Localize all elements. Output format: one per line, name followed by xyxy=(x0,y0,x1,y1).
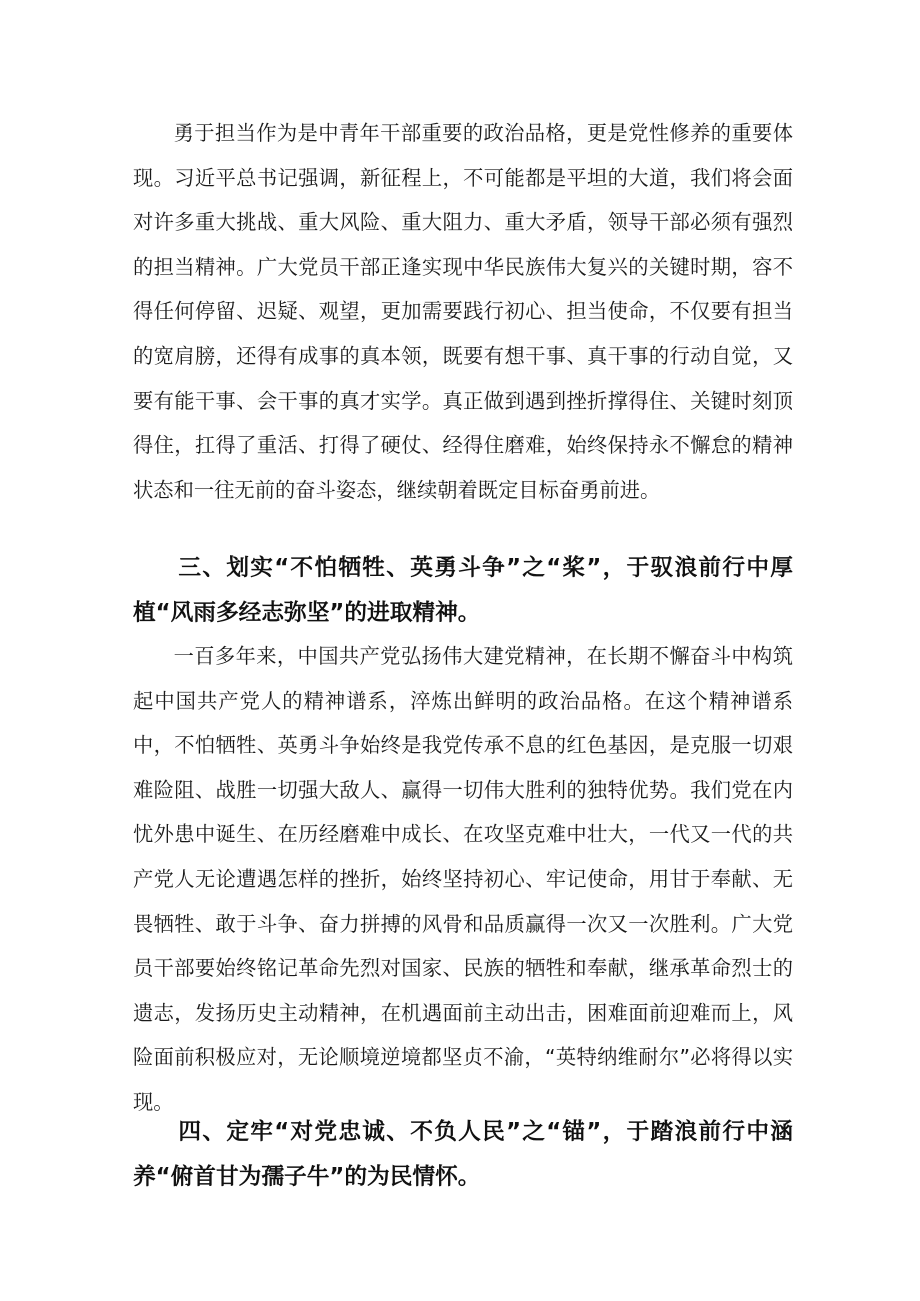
section-heading-3: 三、划实“不怕牺牲、英勇斗争”之“桨”，于驭浪前行中厚植“风雨多经志弥坚”的进取精神。 xyxy=(133,555,793,626)
body-paragraph: 一百多年来，中国共产党弘扬伟大建党精神，在长期不懈奋斗中构筑起中国共产党人的精神谱系，淬炼出鲜明的政治品格。在这个精神谱系中，不怕牺牲、英勇斗争始终是我党传承不息的红色基因，是克服一切艰难险阻、战胜一切强大敌人、赢得一切伟大胜利的独特优势。我们党在内忧外患中诞生、在历经磨难中成长、在攻坚克难中壮大，一代又一代的共产党人无论遭遇怎样的挫折，始终坚持初心、牢记使命，用甘于奉献、无畏牺牲、敢于斗争、奋力拼搏的风骨和品质赢得一次又一次胜利。广大党员干部要始终铭记革命先烈对国家、民族的牺牲和奉献，继承革命烈士的遗志，发扬历史主动精神，在机遇面前主动出击，困难面前迎难而上，风险面前积极应对，无论顺境逆境都坚贞不渝，“英特纳维耐尔”必将得以实现。 xyxy=(133,644,793,1114)
body-paragraph: 勇于担当作为是中青年干部重要的政治品格，更是党性修养的重要体现。习近平总书记强调，新征程上，不可能都是平坦的大道，我们将会面对许多重大挑战、重大风险、重大阻力、重大矛盾，领导干部必须有强烈的担当精神。广大党员干部正逢实现中华民族伟大复兴的关键时期，容不得任何停留、迟疑、观望，更加需要践行初心、担当使命，不仅要有担当的宽肩膀，还得有成事的真本领，既要有想干事、真干事的行动自觉，又要有能干事、会干事的真才实学。真正做到遇到挫折撑得住、关键时刻顶得住，扛得了重活、打得了硬仗、经得住磨难，始终保持永不懈怠的精神状态和一往无前的奋斗姿态，继续朝着既定目标奋勇前进。 xyxy=(133,121,793,502)
section-heading-4: 四、定牢“对党忠诚、不负人民”之“锚”，于踏浪前行中涵养“俯首甘为孺子牛”的为民情怀。 xyxy=(133,1119,793,1190)
